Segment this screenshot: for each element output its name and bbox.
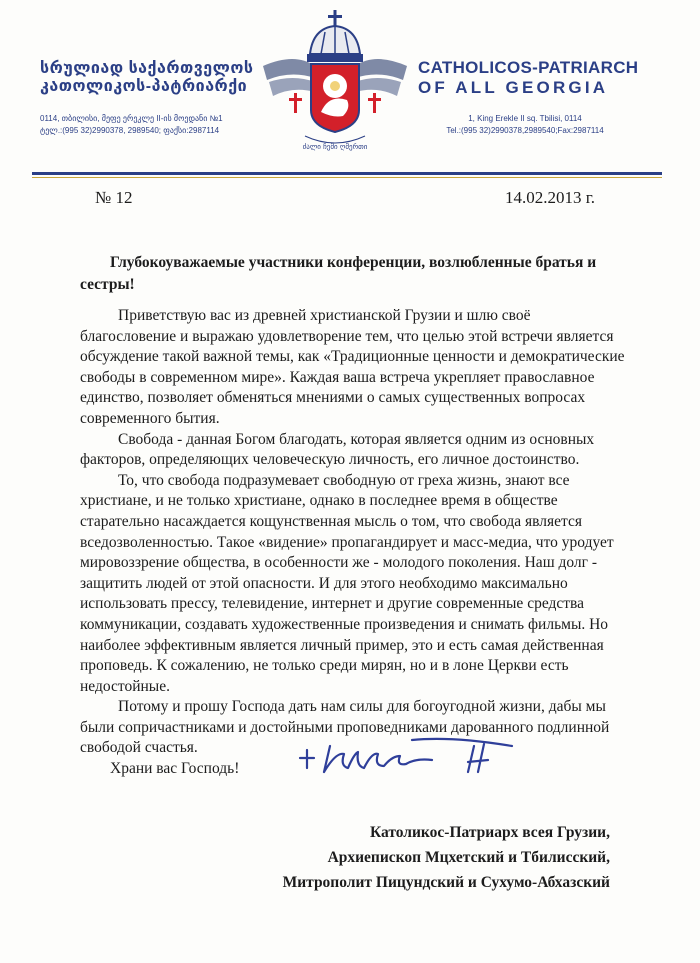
handwritten-signature [292, 732, 522, 782]
english-title-line-1: CATHOLICOS-PATRIARCH [418, 58, 639, 77]
georgian-address [40, 113, 280, 137]
salutation [80, 252, 625, 296]
georgian-address-line-1: 0114, თბილისი, მეფე ერეკლე II-ის მოედანი №1 [40, 114, 223, 123]
english-title-line-2: OF ALL GEORGIA [418, 78, 609, 97]
georgian-address-line-2: ტელ.:(995 32)2990378, 2989540; ფაქსი:2987114 [40, 126, 220, 135]
english-address-line-2: Tel.:(995 32)2990378,2989540;Fax:2987114 [446, 126, 604, 135]
emblem-motto: ძალი ჩემი ღმერთი [302, 143, 368, 151]
letterhead [0, 0, 700, 175]
body-paragraph: Свобода - данная Богом благодать, которая является одним из основных факторов, определяющих человеческую личность, его личное достоинство. [80, 430, 595, 469]
salutation-line-1: Глубокоуважаемые участники конференции, возлюбленные братья и [110, 254, 597, 271]
signoff-line-2: Архиепископ Мцхетский и Тбилисский, [327, 849, 610, 866]
body-paragraph: Потому и прошу Господа дать нам силы для богоугодной жизни, дабы мы были сопричастниками и достойными проповедниками дарованного подлинной свободой счастья. [80, 698, 610, 757]
signoff-line-1: Католикос-Патриарх всея Грузии, [369, 824, 610, 841]
body-paragraph: Приветствую вас из древней христианской Грузии и шлю своё благословение и выражаю удовлетворение тем, что целью этой встречи является обсуждение такой важной темы, как «Традиционные ценности и демократические свободы в современном мире». Каждая ваша встреча укрепляет православное единство, позволяет обменяться мнениями о самых существенных вопросах современного бытия. [80, 307, 625, 427]
signoff-line-3: Митрополит Пицундский и Сухумо-Абхазский [282, 874, 610, 891]
header-divider [32, 172, 662, 175]
closing-blessing: Храни вас Господь! [110, 760, 240, 778]
document-date: 14.02.2013 г. [505, 188, 596, 207]
english-title [418, 58, 668, 98]
georgian-title [40, 60, 254, 96]
georgian-title-line-1: სრულიად საქართველოს [40, 60, 254, 77]
english-address-line-1: 1, King Erekle II sq. Tbilisi, 0114 [468, 114, 582, 123]
english-address [410, 113, 640, 137]
document-number: № 12 [95, 188, 133, 207]
body-paragraph: То, что свобода подразумевает свободную от греха жизнь, знают все христиане, и не только христиане, однако в последнее время в обществе старательно насаждается кощунственная мысль о том, что свобода является вседозволенностью. Такое «видение» пропагандирует и масс-медиа, что уродует мировоззрение общества, в особенности же - молодого поколения. Наш долг - защитить людей от этой опасности. И для этого необходимо максимально использовать прессу, телевидение, интернет и другие современные средства коммуникации, создавать художественные произведения и снимать фильмы. Но наиболее эффективным является личный пример, это и есть самая действенная проповедь. К сожалению, не только среди мирян, но и в лоне Церкви есть недостойные. [80, 471, 614, 695]
signatory-titles [170, 820, 610, 895]
letter-body [80, 306, 625, 780]
salutation-line-2: сестры! [80, 276, 135, 293]
patriarchate-emblem-icon [255, 8, 415, 163]
georgian-title-line-2: კათოლიკოს-პატრიარქი [40, 78, 248, 95]
header-divider-accent [32, 177, 662, 178]
